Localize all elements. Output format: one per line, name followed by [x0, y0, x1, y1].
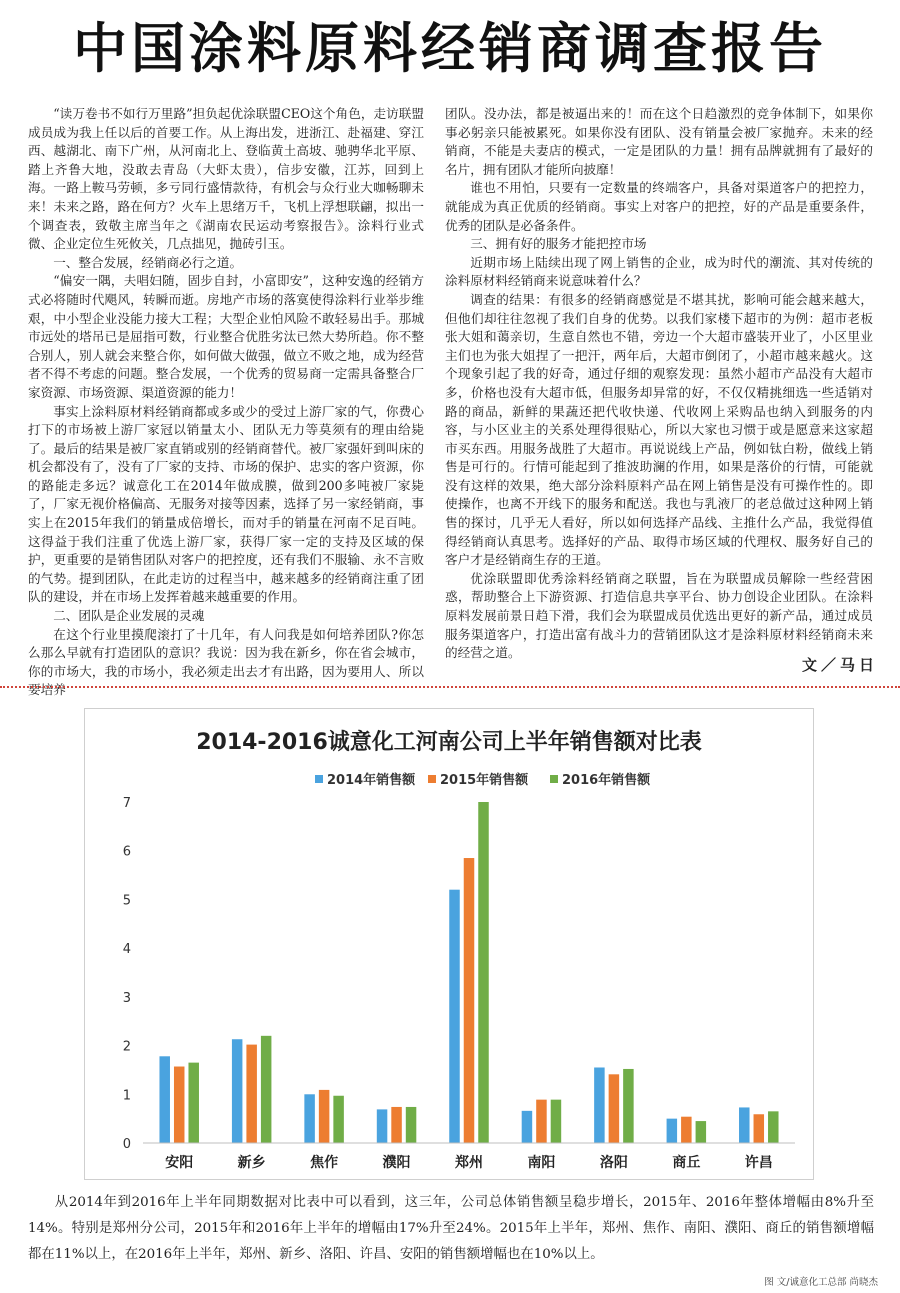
bar-chart-svg — [85, 709, 813, 1179]
bar-焦作-2016年销售额 — [333, 1096, 344, 1143]
bar-焦作-2015年销售额 — [319, 1090, 330, 1143]
paragraph: 事实上涂料原材料经销商都或多或少的受过上游厂家的气，你费心打下的市场被上游厂家冠以销量太小、团队无力等莫须有的理由给毙了。最后的结果是被厂家直销或别的经销商替代。被厂家强奸到叫床的机会都没有了，没有了厂家的支持、市场的保护、忠实的客户资源，你的路能走多远？诚意化工在2014年做成膜，做到200多吨被厂家毙了，厂家无视价格偏高、无服务对接等因素，选择了另一家经销商，事实上在2015年我们的销量成倍增长，而对手的销量在河南不足百吨。这得益于我们注重了优选上游厂家，获得厂家一定的支持及区域的保护，更重要的是销售团队对客户的把控度，还有我们不服输、永不言败的气势。提到团队，在此走访的过程当中，越来越多的经销商注重了团队的建设，并在市场上发挥着越来越重要的作用。 — [28, 403, 424, 605]
sales-chart — [84, 708, 814, 1180]
bar-濮阳-2014年销售额 — [377, 1109, 388, 1143]
legend-swatch — [428, 775, 436, 783]
bar-南阳-2014年销售额 — [522, 1111, 533, 1143]
bar-新乡-2016年销售额 — [261, 1036, 272, 1143]
bar-郑州-2014年销售额 — [449, 890, 460, 1143]
x-tick-label: 新乡 — [237, 1155, 266, 1171]
bar-郑州-2016年销售额 — [478, 802, 489, 1143]
legend-label: 2015年销售额 — [440, 773, 529, 788]
article-right-column — [445, 105, 873, 663]
paragraph: 调查的结果：有很多的经销商感觉是不堪其扰，影响可能会越来越大，但他们却往往忽视了我们自身的优势。以我们家楼下超市的为例：超市老板张大姐和蔼亲切，生意自然也不错，旁边一个大超市盛装开业了，小区里业主们也为张大姐捏了一把汗，两年后，大超市倒闭了，小超市越来越火。这个现象引起了我的好奇，通过仔细的观察发现：虽然小超市产品没有大超市多，价格也没有大超市低，但服务却异常的好，不仅仅精挑细选一些适销对路的商品，新鲜的果蔬还把代收快递、代收网上采购品也纳入到服务的内容，与小区业主的关系处理得很贴心，所以大家也习惯于或是愿意来这家超市买东西。用服务战胜了大超市。再说说线上产品，例如钛白粉，做线上销售是可行的。行情可能起到了推波助澜的作用，如果是落价的行情，可能就没有这样的效果，绝大部分涂料原料产品在网上销售是没有可操作性的。即使操作，也离不开线下的服务和配送。我也与乳液厂的老总做过这种网上销售的探讨，几乎无人看好，所以如何选择产品线、主推什么产品，我觉得值得经销商认真思考。选择好的产品、取得市场区域的代理权、服务好自己的客户才是经销商生存的王道。 — [445, 291, 873, 568]
bar-濮阳-2016年销售额 — [406, 1107, 417, 1143]
y-tick-label: 0 — [122, 1137, 131, 1152]
y-tick-label: 3 — [122, 990, 131, 1006]
bar-新乡-2014年销售额 — [232, 1039, 243, 1143]
paragraph: “偏安一隅，夫唱妇随，固步自封，小富即安”，这种安逸的经销方式必将随时代飓风，转瞬而逝。房地产市场的落寞使得涂料行业举步维艰，中小型企业没能力接大工程；大型企业怕风险不敢轻易出手。那城市远处的塔吊已是屈指可数，行业整合优胜劣汰已然大势所趋。你不整合别人，别人就会来整合你，如何做大做强，做立不败之地，成为经营者不得不考虑的问题。整合发展，一个优秀的贸易商一定需具备整合厂家资源、市场资源、渠道资源的能力！ — [28, 273, 424, 400]
bar-焦作-2014年销售额 — [304, 1094, 315, 1143]
paragraph: 优涂联盟即优秀涂料经销商之联盟，旨在为联盟成员解除一些经营困惑，帮助整合上下游资源、打造信息共享平台、协力创设企业团队。在涂料原料发展前景日趋下滑，我们会为联盟成员优选出更好的新产品，通过成员服务渠道客户，打造出富有战斗力的营销团队这才是涂料原材料经销商未来的经营之道。 — [445, 570, 873, 661]
paragraph: 谁也不用怕，只要有一定数量的终端客户，具备对渠道客户的把控力，就能成为真正优质的经销商。事实上对客户的把控，好的产品是重要条件，优秀的团队是必备条件。 — [445, 180, 873, 233]
section-heading: 一、整合发展，经销商必行之道。 — [53, 254, 243, 270]
chart-legend — [315, 772, 651, 788]
y-tick-label: 7 — [122, 796, 131, 811]
x-tick-label: 濮阳 — [382, 1155, 411, 1171]
bar-南阳-2015年销售额 — [536, 1100, 547, 1143]
x-tick-label: 许昌 — [744, 1155, 773, 1171]
bars — [159, 802, 778, 1143]
bar-新乡-2015年销售额 — [246, 1045, 257, 1143]
legend-swatch — [550, 775, 558, 783]
bar-安阳-2015年销售额 — [174, 1067, 185, 1143]
paragraph: 团队。没办法，都是被逼出来的！而在这个日趋激烈的竞争体制下，如果你事必躬亲只能被累死。如果你没有团队、没有销量会被厂家抛弃。未来的经销商，不能是夫妻店的模式，一定是团队的力量！拥有品牌就拥有了最好的名片，拥有团队才能所向披靡！ — [445, 106, 873, 177]
bar-许昌-2015年销售额 — [754, 1114, 765, 1143]
y-axis — [123, 796, 131, 1152]
bar-安阳-2014年销售额 — [159, 1056, 170, 1143]
legend-label: 2014年销售额 — [327, 773, 416, 788]
bar-洛阳-2015年销售额 — [609, 1074, 620, 1143]
bar-洛阳-2016年销售额 — [623, 1069, 634, 1143]
y-tick-label: 4 — [122, 942, 131, 958]
x-tick-label: 南阳 — [527, 1155, 556, 1171]
y-tick-label: 2 — [122, 1039, 131, 1055]
legend-label: 2016年销售额 — [562, 773, 651, 788]
x-tick-label: 安阳 — [165, 1155, 194, 1171]
x-axis — [143, 1143, 795, 1171]
byline: 文／马日 — [801, 656, 878, 674]
photo-credit: 图 文/诚意化工总部 尚晓杰 — [764, 1277, 878, 1288]
bar-洛阳-2014年销售额 — [594, 1067, 605, 1143]
bar-安阳-2016年销售额 — [188, 1063, 199, 1143]
bar-商丘-2014年销售额 — [667, 1119, 678, 1143]
bar-郑州-2015年销售额 — [464, 858, 475, 1143]
x-tick-label: 洛阳 — [599, 1155, 628, 1171]
bar-许昌-2016年销售额 — [768, 1111, 779, 1143]
y-tick-label: 5 — [122, 893, 131, 909]
legend-swatch — [315, 775, 323, 783]
paragraph: 近期市场上陆续出现了网上销售的企业，成为时代的潮流、其对传统的涂料原材料经销商来说意味着什么？ — [445, 254, 873, 289]
bar-商丘-2015年销售额 — [681, 1117, 692, 1143]
y-tick-label: 6 — [122, 844, 131, 860]
section-heading: 三、拥有好的服务才能把控市场 — [470, 236, 647, 252]
article-left-column — [28, 105, 424, 700]
x-tick-label: 商丘 — [672, 1155, 701, 1171]
summary-text — [28, 1190, 874, 1268]
summary-paragraph: 从2014年到2016年上半年同期数据对比表中可以看到，这三年，公司总体销售额呈稳步增长，2015年、2016年整体增幅由8%升至14%。特别是郑州分公司，2015年和2016年上半年的增幅由17%升至24%。2015年上半年，郑州、焦作、南阳、濮阳、商丘的销售额增幅都在11%以上，在2016年上半年，郑州、新乡、洛阳、许昌、安阳的销售额增幅也在10%以上。 — [28, 1195, 874, 1262]
x-tick-label: 郑州 — [455, 1155, 483, 1171]
chart-title: 2014-2016诚意化工河南公司上半年销售额对比表 — [196, 730, 702, 755]
section-divider — [0, 686, 900, 688]
paragraph: “读万卷书不如行万里路”担负起优涂联盟CEO这个角色，走访联盟成员成为我上任以后的首要工作。从上海出发，进浙江、赴福建、穿江西、越湖北、南下广州，从河南北上、登临黄土高坡、驰骋华北平原、踏上齐鲁大地，没敢去青岛（大虾太贵），信步安徽，江苏，回到上海。一路上鞍马劳顿，多亏同行盛情款待，有机会与众行业大咖畅聊未来！未来之路，路在何方？火车上思绪万千，飞机上浮想联翩，拟出一个调查表，致敬主席当年之《湖南农民运动考察报告》。涂料行业式微、企业定位生死攸关，几点拙见，抛砖引玉。 — [28, 106, 424, 252]
bar-商丘-2016年销售额 — [696, 1121, 707, 1143]
bar-濮阳-2015年销售额 — [391, 1107, 402, 1143]
y-tick-label: 1 — [122, 1088, 131, 1104]
bar-许昌-2014年销售额 — [739, 1107, 750, 1143]
paragraph: 在这个行业里摸爬滚打了十几年，有人问我是如何培养团队?你怎么那么早就有打造团队的意识？我说：因为我在新乡，你在省会城市，你的市场大，我的市场小，我必须走出去才有出路，因为要用人、所以要培养 — [28, 626, 424, 698]
page-title: 中国涂料原料经销商调查报告 — [73, 17, 827, 80]
x-tick-label: 焦作 — [310, 1155, 339, 1171]
section-heading: 二、团队是企业发展的灵魂 — [53, 608, 205, 624]
bar-南阳-2016年销售额 — [551, 1100, 562, 1143]
